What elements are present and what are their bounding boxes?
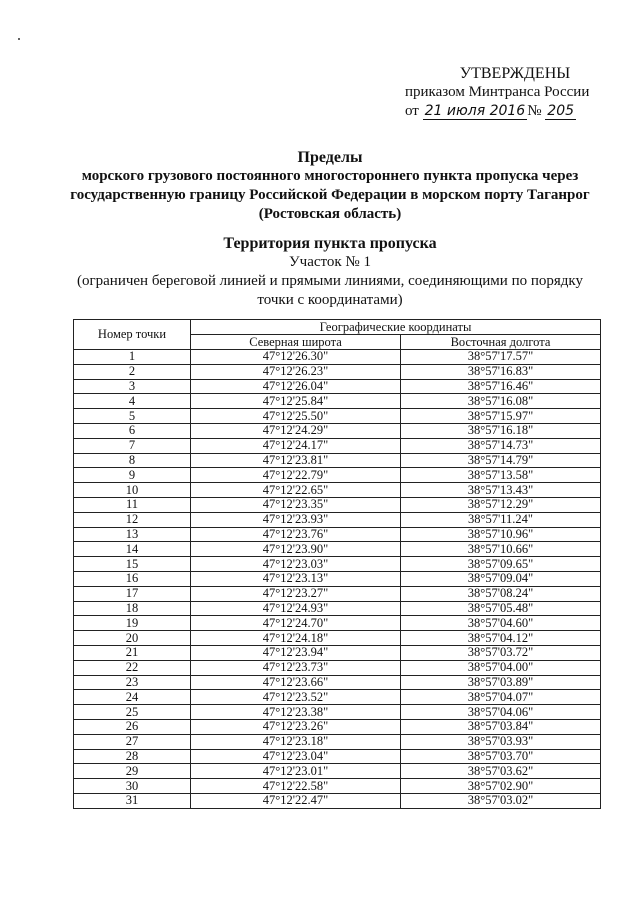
point-number-cell: 15 [74,557,191,572]
latitude-cell: 47°12'23.13" [191,571,401,586]
header-geo-coordinates: Географические координаты [191,320,601,335]
latitude-cell: 47°12'23.26" [191,719,401,734]
point-number-cell: 31 [74,793,191,808]
point-number-cell: 11 [74,497,191,512]
point-number-cell: 16 [74,571,191,586]
point-number-cell: 13 [74,527,191,542]
table-row [74,423,601,438]
latitude-cell: 47°12'23.52" [191,690,401,705]
heading-line-3: государственную границу Российской Федерации в морском порту Таганрог [70,187,590,203]
latitude-cell: 47°12'26.23" [191,364,401,379]
table-row [74,453,601,468]
header-point-number: Номер точки [74,320,191,350]
point-number-cell: 8 [74,453,191,468]
latitude-cell: 47°12'23.93" [191,512,401,527]
table-row [74,779,601,794]
point-number-cell: 27 [74,734,191,749]
longitude-cell: 38°57'15.97" [401,409,601,424]
longitude-cell: 38°57'14.73" [401,438,601,453]
longitude-cell: 38°57'04.12" [401,631,601,646]
latitude-cell: 47°12'26.30" [191,350,401,365]
latitude-cell: 47°12'23.03" [191,557,401,572]
table-row [74,438,601,453]
heading-title: Пределы [297,149,363,166]
longitude-cell: 38°57'16.18" [401,423,601,438]
longitude-cell: 38°57'12.29" [401,497,601,512]
header-latitude: Северная широта [191,335,401,350]
table-row [74,749,601,764]
approval-date-handwritten: 21 июля 2016 [424,103,526,119]
longitude-cell: 38°57'04.60" [401,616,601,631]
territory-note-line-2: точки с координатами) [257,292,403,308]
point-number-cell: 4 [74,394,191,409]
longitude-cell: 38°57'10.96" [401,527,601,542]
latitude-cell: 47°12'23.35" [191,497,401,512]
point-number-cell: 21 [74,645,191,660]
latitude-cell: 47°12'23.04" [191,749,401,764]
table-row [74,645,601,660]
latitude-cell: 47°12'26.04" [191,379,401,394]
territory-title: Территория пункта пропуска [223,235,437,252]
territory-section: Участок № 1 [289,254,371,270]
latitude-cell: 47°12'23.73" [191,660,401,675]
point-number-cell: 2 [74,364,191,379]
longitude-cell: 38°57'03.70" [401,749,601,764]
point-number-cell: 23 [74,675,191,690]
latitude-cell: 47°12'23.90" [191,542,401,557]
longitude-cell: 38°57'04.00" [401,660,601,675]
table-row [74,764,601,779]
heading-line-2: морского грузового постоянного многостороннего пункта пропуска через [81,168,579,184]
longitude-cell: 38°57'04.07" [401,690,601,705]
table-row [74,379,601,394]
table-row [74,616,601,631]
latitude-cell: 47°12'25.84" [191,394,401,409]
table-row [74,601,601,616]
latitude-cell: 47°12'25.50" [191,409,401,424]
longitude-cell: 38°57'03.84" [401,719,601,734]
heading-line-4: (Ростовская область) [258,206,402,222]
longitude-cell: 38°57'16.83" [401,364,601,379]
approval-title: УТВЕРЖДЕНЫ [459,65,571,82]
table-row [74,409,601,424]
point-number-cell: 19 [74,616,191,631]
table-row [74,660,601,675]
table-row [74,586,601,601]
header-longitude: Восточная долгота [401,335,601,350]
table-row [74,468,601,483]
latitude-cell: 47°12'23.27" [191,586,401,601]
longitude-cell: 38°57'17.57" [401,350,601,365]
longitude-cell: 38°57'03.93" [401,734,601,749]
territory-block [60,234,600,310]
point-number-cell: 3 [74,379,191,394]
latitude-cell: 47°12'24.29" [191,423,401,438]
table-row [74,631,601,646]
longitude-cell: 38°57'03.89" [401,675,601,690]
longitude-cell: 38°57'13.43" [401,483,601,498]
latitude-cell: 47°12'23.38" [191,705,401,720]
approval-date-line [405,102,605,121]
longitude-cell: 38°57'11.24" [401,512,601,527]
document-heading [60,148,600,224]
table-row [74,483,601,498]
table-row [74,719,601,734]
longitude-cell: 38°57'02.90" [401,779,601,794]
approval-number-prefix: № [527,103,542,119]
table-row [74,350,601,365]
point-number-cell: 9 [74,468,191,483]
point-number-cell: 20 [74,631,191,646]
table-row [74,512,601,527]
approval-block [405,64,605,121]
table-row [74,571,601,586]
approval-from-prefix: от [405,103,419,119]
point-number-cell: 30 [74,779,191,794]
longitude-cell: 38°57'05.48" [401,601,601,616]
point-number-cell: 29 [74,764,191,779]
latitude-cell: 47°12'24.18" [191,631,401,646]
longitude-cell: 38°57'10.66" [401,542,601,557]
point-number-cell: 10 [74,483,191,498]
latitude-cell: 47°12'23.01" [191,764,401,779]
coordinates-body [74,350,601,809]
latitude-cell: 47°12'23.18" [191,734,401,749]
approval-order-line: приказом Минтранса России [405,84,590,100]
longitude-cell: 38°57'04.06" [401,705,601,720]
latitude-cell: 47°12'24.17" [191,438,401,453]
longitude-cell: 38°57'08.24" [401,586,601,601]
point-number-cell: 7 [74,438,191,453]
longitude-cell: 38°57'14.79" [401,453,601,468]
table-row [74,557,601,572]
latitude-cell: 47°12'22.47" [191,793,401,808]
latitude-cell: 47°12'23.94" [191,645,401,660]
latitude-cell: 47°12'23.66" [191,675,401,690]
approval-number-handwritten: 205 [547,103,575,119]
longitude-cell: 38°57'16.08" [401,394,601,409]
coordinates-table [73,319,601,809]
longitude-cell: 38°57'03.72" [401,645,601,660]
point-number-cell: 28 [74,749,191,764]
latitude-cell: 47°12'22.65" [191,483,401,498]
table-row [74,542,601,557]
table-row [74,793,601,808]
table-row [74,734,601,749]
latitude-cell: 47°12'22.79" [191,468,401,483]
point-number-cell: 6 [74,423,191,438]
table-row [74,705,601,720]
longitude-cell: 38°57'03.62" [401,764,601,779]
point-number-cell: 18 [74,601,191,616]
point-number-cell: 25 [74,705,191,720]
point-number-cell: 17 [74,586,191,601]
point-number-cell: 22 [74,660,191,675]
scan-speck [18,38,20,40]
table-row [74,675,601,690]
point-number-cell: 12 [74,512,191,527]
longitude-cell: 38°57'09.04" [401,571,601,586]
point-number-cell: 5 [74,409,191,424]
point-number-cell: 24 [74,690,191,705]
longitude-cell: 38°57'16.46" [401,379,601,394]
table-row [74,497,601,512]
latitude-cell: 47°12'24.93" [191,601,401,616]
latitude-cell: 47°12'22.58" [191,779,401,794]
longitude-cell: 38°57'03.02" [401,793,601,808]
table-row [74,364,601,379]
point-number-cell: 14 [74,542,191,557]
latitude-cell: 47°12'23.81" [191,453,401,468]
table-row [74,394,601,409]
table-row [74,690,601,705]
latitude-cell: 47°12'23.76" [191,527,401,542]
territory-note-line-1: (ограничен береговой линией и прямыми линиями, соединяющими по порядку [76,273,583,289]
table-row [74,527,601,542]
point-number-cell: 1 [74,350,191,365]
latitude-cell: 47°12'24.70" [191,616,401,631]
longitude-cell: 38°57'09.65" [401,557,601,572]
longitude-cell: 38°57'13.58" [401,468,601,483]
point-number-cell: 26 [74,719,191,734]
